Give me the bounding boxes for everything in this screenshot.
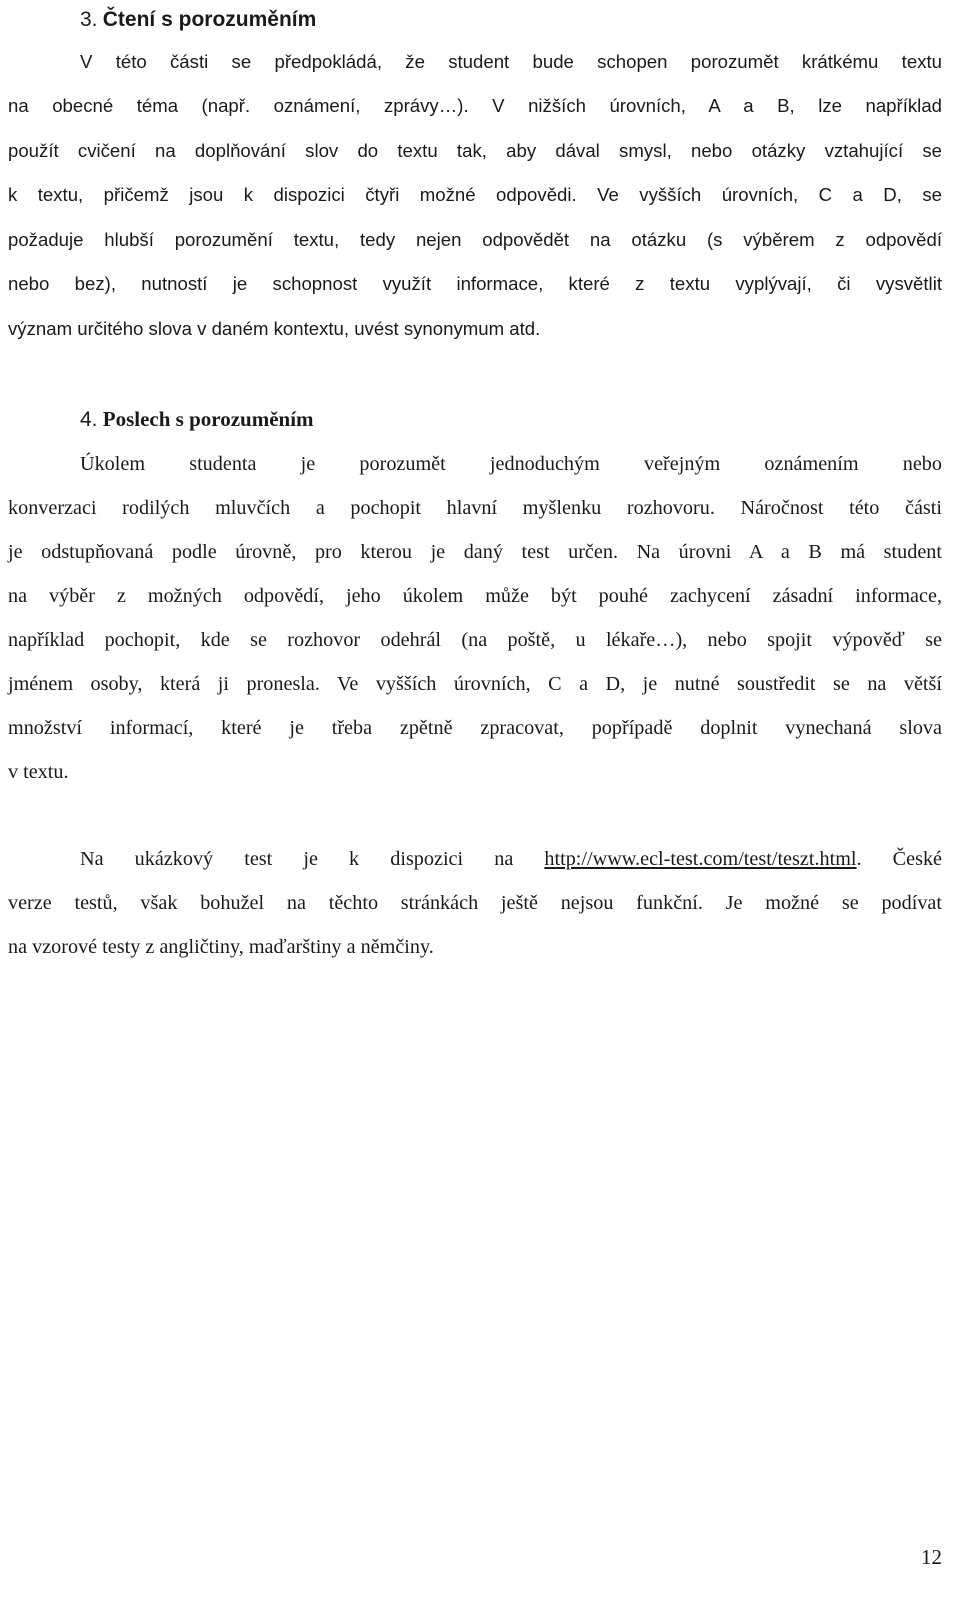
section-4-line: je odstupňovaná podle úrovně, pro kterou je daný test určen. Na úrovni A a B má student	[8, 541, 942, 563]
section-3-line: na obecné téma (např. oznámení, zprávy…). V nižších úrovních, A a B, lze například	[8, 95, 942, 116]
section-3-line: nebo bez), nutností je schopnost využít informace, které z textu vyplývají, či vysvětlit	[8, 273, 942, 294]
sample-test-line: na vzorové testy z angličtiny, maďarštiny a němčiny.	[8, 936, 434, 958]
section-3-heading	[80, 7, 316, 32]
sample-text-before-link: Na ukázkový test je k dispozici na	[80, 848, 514, 870]
section-4-line: na výběr z možných odpovědí, jeho úkolem může být pouhé zachycení zásadní informace,	[8, 585, 942, 607]
sample-text-after-link: . České	[856, 848, 943, 870]
section-4-line: konverzaci rodilých mluvčích a pochopit hlavní myšlenku rozhovoru. Náročnost této části	[8, 497, 942, 519]
section-3-title: Čtení s porozuměním	[102, 8, 317, 31]
section-3-line: požaduje hlubší porozumění textu, tedy nejen odpovědět na otázku (s výběrem z odpovědí	[8, 229, 942, 250]
section-3-line: k textu, přičemž jsou k dispozici čtyři možné odpovědi. Ve vyšších úrovních, C a D, se	[8, 184, 942, 205]
section-4-heading	[80, 407, 314, 432]
section-4-line: například pochopit, kde se rozhovor odehrál (na poště, u lékaře…), nebo spojit výpověď se	[8, 629, 942, 651]
section-3-line: význam určitého slova v daném kontextu, uvést synonymum atd.	[8, 318, 541, 339]
sample-test-link[interactable]: http://www.ecl-test.com/test/teszt.html	[544, 848, 857, 870]
section-4-line: jménem osoby, která ji pronesla. Ve vyšších úrovních, C a D, je nutné soustředit se na větší	[8, 673, 942, 695]
section-4-line: v textu.	[8, 761, 69, 783]
sample-test-line	[80, 846, 942, 872]
section-3-line: V této části se předpokládá, že student bude schopen porozumět krátkému textu	[80, 51, 942, 72]
section-3-line: použít cvičení na doplňování slov do textu tak, aby dával smysl, nebo otázky vztahující se	[8, 140, 942, 161]
section-4-title: Poslech s porozuměním	[102, 407, 314, 431]
sample-test-line: verze testů, však bohužel na těchto stránkách ještě nejsou funkční. Je možné se podívat	[8, 892, 942, 914]
page-number: 12	[921, 1545, 942, 1569]
section-4-line: Úkolem studenta je porozumět jednoduchým veřejným oznámením nebo	[80, 453, 942, 475]
section-4-line: množství informací, které je třeba zpětně zpracovat, popřípadě doplnit vynechaná slova	[8, 717, 942, 739]
section-4-number: 4.	[80, 408, 98, 431]
section-3-number: 3.	[80, 8, 98, 31]
